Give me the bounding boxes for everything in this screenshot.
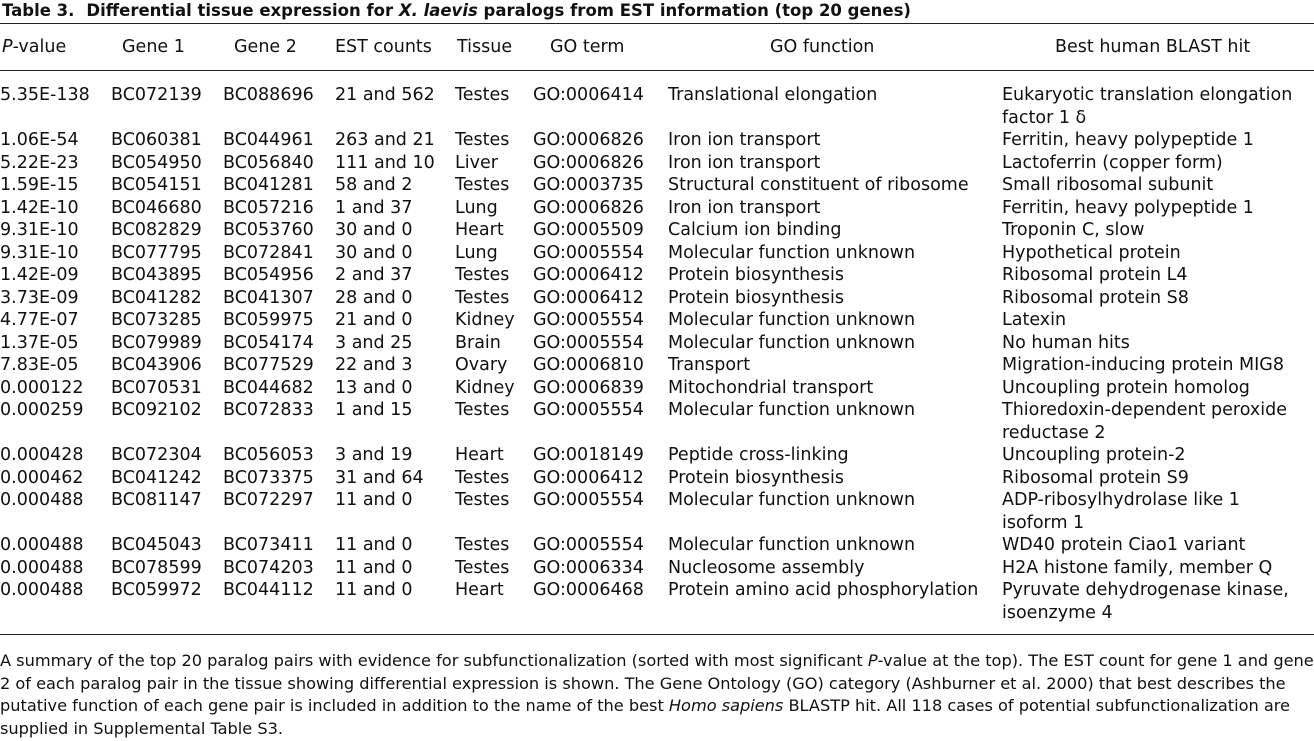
cell-go-function: Protein biosynthesis <box>668 287 844 308</box>
cell-gene2: BC072833 <box>223 400 314 420</box>
cell-pvalue: 1.42E-09 <box>0 265 79 285</box>
table-title <box>2 1 911 23</box>
cell-go-term: GO:0006826 <box>533 197 644 218</box>
cell-go-term: GO:0006412 <box>533 467 644 488</box>
cell-tissue: Kidney <box>455 377 515 398</box>
cell-gene2: BC041281 <box>223 175 314 195</box>
cell-est-counts: 22 and 3 <box>335 355 413 375</box>
cell-blast-hit: ADP-ribosylhydrolase like 1 isoform 1 <box>1002 490 1240 533</box>
cell-go-term: GO:0005554 <box>533 400 644 420</box>
cell-gene1: BC077795 <box>111 242 202 263</box>
cell-gene2: BC073375 <box>223 467 314 488</box>
cell-gene2: BC072297 <box>223 490 314 510</box>
cell-blast-hit: Ferritin, heavy polypeptide 1 <box>1002 197 1254 218</box>
header-rule <box>0 70 1314 71</box>
cell-pvalue: 0.000488 <box>0 535 84 555</box>
cell-est-counts: 58 and 2 <box>335 175 413 195</box>
cell-go-function: Protein biosynthesis <box>668 467 844 488</box>
cell-pvalue: 1.42E-10 <box>0 197 79 218</box>
cell-blast-hit: Ribosomal protein S8 <box>1002 287 1189 308</box>
cell-est-counts: 11 and 0 <box>335 535 413 555</box>
cell-blast-hit: H2A histone family, member Q <box>1002 557 1273 578</box>
cell-gene2: BC044112 <box>223 580 314 600</box>
title-text-before: Differential tissue expression for <box>86 1 399 20</box>
caption-part1: A summary of the top 20 paralog pairs with evidence for subfunctionalization (sorted with most significant <box>0 651 868 670</box>
cell-est-counts: 263 and 21 <box>335 130 435 150</box>
cell-pvalue: 1.59E-15 <box>0 175 79 195</box>
table-body <box>0 84 1314 624</box>
cell-est-counts: 21 and 562 <box>335 85 435 105</box>
cell-blast-hit: No human hits <box>1002 332 1130 353</box>
cell-blast-hit: Latexin <box>1002 310 1067 330</box>
cell-blast-hit: Uncoupling protein-2 <box>1002 445 1186 465</box>
table-row <box>0 174 1314 197</box>
cell-est-counts: 13 and 0 <box>335 377 413 398</box>
header-pvalue <box>2 36 66 58</box>
table-row <box>0 489 1314 534</box>
table-caption <box>0 650 1314 740</box>
cell-gene1: BC046680 <box>111 197 202 218</box>
cell-blast-hit: Thioredoxin-dependent peroxide reductase 2 <box>1002 400 1288 443</box>
cell-go-function: Iron ion transport <box>668 152 821 173</box>
cell-gene1: BC082829 <box>111 220 202 240</box>
cell-est-counts: 11 and 0 <box>335 557 413 578</box>
cell-gene2: BC054174 <box>223 332 314 353</box>
table-row <box>0 287 1314 310</box>
cell-pvalue: 5.22E-23 <box>0 152 79 173</box>
cell-tissue: Brain <box>455 332 501 353</box>
cell-blast-hit: Pyruvate dehydrogenase kinase, isoenzyme 4 <box>1002 580 1289 623</box>
cell-est-counts: 1 and 15 <box>335 400 413 420</box>
cell-blast-hit: Lactoferrin (copper form) <box>1002 152 1223 173</box>
cell-tissue: Testes <box>455 467 510 488</box>
cell-pvalue: 5.35E-138 <box>0 85 90 105</box>
cell-gene2: BC072841 <box>223 242 314 263</box>
cell-go-function: Structural constituent of ribosome <box>668 175 969 195</box>
cell-pvalue: 0.000488 <box>0 490 84 510</box>
cell-gene1: BC043895 <box>111 265 202 285</box>
cell-gene1: BC045043 <box>111 535 202 555</box>
cell-go-term: GO:0006826 <box>533 130 644 150</box>
cell-tissue: Kidney <box>455 310 515 330</box>
cell-gene2: BC073411 <box>223 535 314 555</box>
title-text-after: paralogs from EST information (top 20 genes) <box>477 1 911 20</box>
cell-blast-hit: Ribosomal protein S9 <box>1002 467 1189 488</box>
cell-gene2: BC054956 <box>223 265 314 285</box>
cell-go-term: GO:0006468 <box>533 580 644 600</box>
cell-go-term: GO:0006412 <box>533 287 644 308</box>
table-row <box>0 129 1314 152</box>
cell-est-counts: 30 and 0 <box>335 220 413 240</box>
cell-gene1: BC059972 <box>111 580 202 600</box>
table-row <box>0 309 1314 332</box>
cell-pvalue: 0.000462 <box>0 467 84 488</box>
cell-tissue: Ovary <box>455 355 508 375</box>
cell-go-term: GO:0005554 <box>533 490 644 510</box>
table-row <box>0 534 1314 557</box>
cell-go-function: Calcium ion binding <box>668 220 842 240</box>
cell-go-term: GO:0005554 <box>533 332 644 353</box>
cell-gene1: BC072139 <box>111 85 202 105</box>
header-pvalue-italic: P <box>2 37 13 57</box>
cell-go-term: GO:0006810 <box>533 355 644 375</box>
cell-blast-hit: Troponin C, slow <box>1002 220 1145 240</box>
cell-go-function: Molecular function unknown <box>668 535 916 555</box>
cell-go-term: GO:0006839 <box>533 377 644 398</box>
cell-go-function: Protein biosynthesis <box>668 265 844 285</box>
cell-tissue: Testes <box>455 265 510 285</box>
cell-go-function: Protein amino acid phosphorylation <box>668 580 979 600</box>
table-label: Table 3. <box>2 1 75 20</box>
cell-go-term: GO:0003735 <box>533 175 644 195</box>
table-row <box>0 579 1314 624</box>
cell-gene1: BC079989 <box>111 332 202 353</box>
cell-go-function: Molecular function unknown <box>668 242 916 263</box>
table-row <box>0 197 1314 220</box>
cell-est-counts: 1 and 37 <box>335 197 413 218</box>
cell-go-function: Translational elongation <box>668 85 878 105</box>
table-row <box>0 354 1314 377</box>
header-blast-hit: Best human BLAST hit <box>1055 37 1251 57</box>
cell-go-function: Molecular function unknown <box>668 332 916 353</box>
table-row <box>0 557 1314 580</box>
cell-go-function: Mitochondrial transport <box>668 377 874 398</box>
table-row <box>0 444 1314 467</box>
cell-pvalue: 4.77E-07 <box>0 310 79 330</box>
cell-tissue: Heart <box>455 220 504 240</box>
cell-blast-hit: Ferritin, heavy polypeptide 1 <box>1002 130 1254 150</box>
cell-est-counts: 30 and 0 <box>335 242 413 263</box>
table-row <box>0 219 1314 242</box>
top-rule <box>0 23 1314 24</box>
cell-go-function: Molecular function unknown <box>668 490 916 510</box>
cell-pvalue: 9.31E-10 <box>0 242 79 263</box>
cell-gene1: BC072304 <box>111 445 202 465</box>
cell-tissue: Testes <box>455 400 510 420</box>
caption-italic-p: P <box>867 651 878 670</box>
cell-pvalue: 3.73E-09 <box>0 287 79 308</box>
caption-species: Homo sapiens <box>668 696 784 715</box>
cell-go-term: GO:0005509 <box>533 220 644 240</box>
cell-gene2: BC057216 <box>223 197 314 218</box>
cell-go-term: GO:0018149 <box>533 445 644 465</box>
table-row <box>0 399 1314 444</box>
cell-gene2: BC088696 <box>223 85 314 105</box>
cell-go-function: Molecular function unknown <box>668 400 916 420</box>
cell-go-term: GO:0006334 <box>533 557 644 578</box>
cell-blast-hit: WD40 protein Ciao1 variant <box>1002 535 1246 555</box>
cell-pvalue: 0.000428 <box>0 445 84 465</box>
cell-go-term: GO:0006414 <box>533 85 644 105</box>
cell-go-term: GO:0005554 <box>533 242 644 263</box>
header-tissue: Tissue <box>457 37 513 57</box>
header-est-counts: EST counts <box>335 37 432 57</box>
cell-go-function: Molecular function unknown <box>668 310 916 330</box>
cell-tissue: Testes <box>455 557 510 578</box>
cell-pvalue: 0.000488 <box>0 557 84 578</box>
cell-pvalue: 0.000259 <box>0 400 84 420</box>
cell-pvalue: 0.000122 <box>0 377 84 398</box>
header-go-function: GO function <box>770 37 875 57</box>
cell-blast-hit: Uncoupling protein homolog <box>1002 377 1250 398</box>
cell-go-function: Iron ion transport <box>668 130 821 150</box>
table-row <box>0 152 1314 175</box>
cell-pvalue: 9.31E-10 <box>0 220 79 240</box>
cell-gene1: BC043906 <box>111 355 202 375</box>
cell-est-counts: 3 and 25 <box>335 332 413 353</box>
cell-est-counts: 21 and 0 <box>335 310 413 330</box>
header-pvalue-suffix: -value <box>12 37 67 57</box>
cell-gene2: BC059975 <box>223 310 314 330</box>
cell-gene2: BC044682 <box>223 377 314 398</box>
cell-tissue: Testes <box>455 130 510 150</box>
cell-gene1: BC041242 <box>111 467 202 488</box>
cell-blast-hit: Migration-inducing protein MIG8 <box>1002 355 1284 375</box>
cell-gene1: BC092102 <box>111 400 202 420</box>
cell-blast-hit: Small ribosomal subunit <box>1002 175 1214 195</box>
cell-est-counts: 3 and 19 <box>335 445 413 465</box>
cell-gene1: BC078599 <box>111 557 202 578</box>
cell-tissue: Heart <box>455 445 504 465</box>
cell-go-function: Nucleosome assembly <box>668 557 865 578</box>
cell-est-counts: 11 and 0 <box>335 580 413 600</box>
cell-blast-hit: Hypothetical protein <box>1002 242 1181 263</box>
cell-gene1: BC081147 <box>111 490 202 510</box>
cell-gene2: BC056053 <box>223 445 314 465</box>
cell-tissue: Testes <box>455 490 510 510</box>
cell-gene2: BC074203 <box>223 557 314 578</box>
cell-est-counts: 28 and 0 <box>335 287 413 308</box>
cell-gene2: BC053760 <box>223 220 314 240</box>
cell-gene1: BC060381 <box>111 130 202 150</box>
table-row <box>0 467 1314 490</box>
cell-go-function: Peptide cross-linking <box>668 445 849 465</box>
table-row <box>0 332 1314 355</box>
header-gene1: Gene 1 <box>122 37 185 57</box>
cell-gene2: BC077529 <box>223 355 314 375</box>
cell-gene1: BC070531 <box>111 377 202 398</box>
cell-pvalue: 7.83E-05 <box>0 355 79 375</box>
cell-pvalue: 1.37E-05 <box>0 332 79 353</box>
cell-gene1: BC054950 <box>111 152 202 173</box>
cell-gene1: BC054151 <box>111 175 202 195</box>
header-go-term: GO term <box>550 37 625 57</box>
cell-blast-hit: Eukaryotic translation elongation factor 1 δ <box>1002 85 1293 128</box>
table-row <box>0 84 1314 129</box>
cell-go-term: GO:0006826 <box>533 152 644 173</box>
cell-est-counts: 11 and 0 <box>335 490 413 510</box>
cell-gene2: BC044961 <box>223 130 314 150</box>
cell-pvalue: 1.06E-54 <box>0 130 79 150</box>
table-row <box>0 242 1314 265</box>
header-gene2: Gene 2 <box>234 37 297 57</box>
cell-tissue: Lung <box>455 242 498 263</box>
table-row <box>0 264 1314 287</box>
cell-tissue: Lung <box>455 197 498 218</box>
caption-part2: -value at the top). The EST count for gene 1 and gene 2 of each paralog pair in the tissue showing differential expression is shown. The Gene Ontology (GO) category (Ashburner et al. 2000) that best describes the putative function of each gene pair is included in addition to the name of the best <box>0 651 1314 715</box>
cell-est-counts: 111 and 10 <box>335 152 435 173</box>
cell-gene1: BC073285 <box>111 310 202 330</box>
cell-go-term: GO:0005554 <box>533 535 644 555</box>
cell-est-counts: 31 and 64 <box>335 467 424 488</box>
cell-pvalue: 0.000488 <box>0 580 84 600</box>
cell-est-counts: 2 and 37 <box>335 265 413 285</box>
cell-go-function: Iron ion transport <box>668 197 821 218</box>
cell-tissue: Testes <box>455 175 510 195</box>
cell-gene1: BC041282 <box>111 287 202 308</box>
caption-part3: BLASTP hit. All 118 cases of potential subfunctionalization are supplied in Supplemental Table S3. <box>0 696 1290 738</box>
cell-go-term: GO:0005554 <box>533 310 644 330</box>
cell-tissue: Testes <box>455 85 510 105</box>
cell-go-term: GO:0006412 <box>533 265 644 285</box>
cell-gene2: BC056840 <box>223 152 314 173</box>
cell-tissue: Heart <box>455 580 504 600</box>
cell-tissue: Liver <box>455 152 498 173</box>
cell-tissue: Testes <box>455 535 510 555</box>
table-row <box>0 377 1314 400</box>
title-species: X. laevis <box>398 1 478 20</box>
cell-gene2: BC041307 <box>223 287 314 308</box>
cell-tissue: Testes <box>455 287 510 308</box>
cell-go-function: Transport <box>668 355 751 375</box>
cell-blast-hit: Ribosomal protein L4 <box>1002 265 1188 285</box>
bottom-rule <box>0 634 1314 635</box>
